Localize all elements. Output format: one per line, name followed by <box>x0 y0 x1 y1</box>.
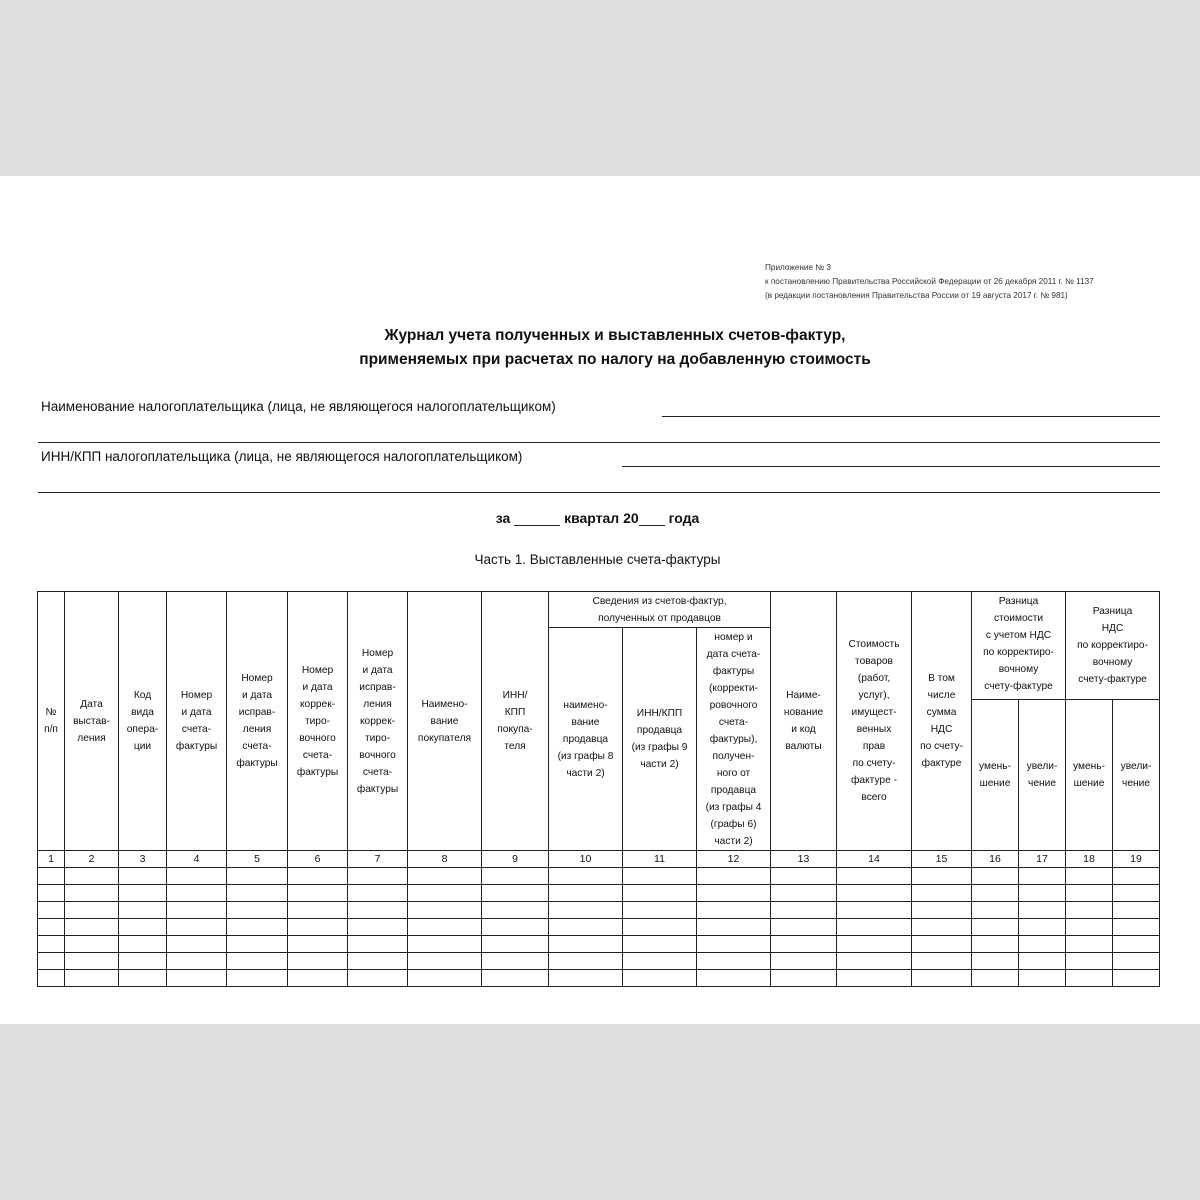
table-cell <box>38 902 65 919</box>
table-cell <box>697 885 771 902</box>
document-title <box>0 324 1200 372</box>
table-row <box>38 919 1160 936</box>
table-cell <box>1066 919 1113 936</box>
column-number: 19 <box>1113 851 1160 868</box>
col-header-vat-amount: В том числе сумма НДС по счету- фактуре <box>912 592 972 851</box>
appendix-line: (в редакции постановления Правительства России от 19 августа 2017 г. № 981) <box>765 291 1068 300</box>
table-cell <box>912 953 972 970</box>
table-cell <box>623 868 697 885</box>
table-cell <box>227 885 288 902</box>
table-cell <box>912 936 972 953</box>
column-number: 10 <box>549 851 623 868</box>
column-number: 13 <box>771 851 837 868</box>
table-cell <box>408 936 482 953</box>
col-header-operation-code: Код вида опера- ции <box>119 592 167 851</box>
table-cell <box>167 953 227 970</box>
col-header-adjustment-correction: Номер и дата исправ- ления коррек- тиро- вочного счета- фактуры <box>348 592 408 851</box>
table-cell <box>972 885 1019 902</box>
table-cell <box>837 953 912 970</box>
appendix-note <box>765 261 1094 303</box>
col-header-seller-invoice: номер и дата счета- фактуры (корректи- ровочного счета- фактуры), получен- ного от продавца (из графы 4 (графы 6) части 2) <box>697 628 771 851</box>
table-cell <box>167 885 227 902</box>
table-cell <box>972 953 1019 970</box>
taxpayer-inn-label: ИНН/КПП налогоплательщика (лица, не являющегося налогоплательщиком) <box>41 449 523 464</box>
table-cell <box>549 953 623 970</box>
table-cell <box>65 868 119 885</box>
table-cell <box>972 970 1019 987</box>
col-group-seller-info: Сведения из счетов-фактур, полученных от продавцов <box>549 592 771 628</box>
invoice-journal-table <box>37 591 1160 987</box>
table-cell <box>1019 885 1066 902</box>
table-cell <box>227 902 288 919</box>
col-header-seller-inn: ИНН/КПП продавца (из графы 9 части 2) <box>623 628 697 851</box>
table-cell <box>348 970 408 987</box>
column-number: 9 <box>482 851 549 868</box>
table-row <box>38 970 1160 987</box>
table-cell <box>38 885 65 902</box>
table-cell <box>1019 953 1066 970</box>
column-number: 12 <box>697 851 771 868</box>
table-cell <box>482 970 549 987</box>
table-cell <box>167 970 227 987</box>
table-cell <box>348 902 408 919</box>
part-title: Часть 1. Выставленные счета-фактуры <box>474 552 721 567</box>
table-cell <box>348 919 408 936</box>
table-cell <box>771 970 837 987</box>
table-cell <box>1066 885 1113 902</box>
table-cell <box>697 919 771 936</box>
table-cell <box>1066 902 1113 919</box>
table-cell <box>65 919 119 936</box>
col-header-vat-decrease: умень- шение <box>1066 699 1113 850</box>
table-cell <box>1113 885 1160 902</box>
table-cell <box>348 868 408 885</box>
table-cell <box>348 953 408 970</box>
table-cell <box>972 902 1019 919</box>
table-cell <box>38 953 65 970</box>
table-cell <box>65 970 119 987</box>
table-cell <box>623 970 697 987</box>
table-cell <box>1066 970 1113 987</box>
table-row <box>38 936 1160 953</box>
table-cell <box>1019 936 1066 953</box>
table-cell <box>227 970 288 987</box>
table-cell <box>771 919 837 936</box>
table-cell <box>65 885 119 902</box>
table-cell <box>771 885 837 902</box>
table-cell <box>623 953 697 970</box>
column-number: 2 <box>65 851 119 868</box>
column-number: 5 <box>227 851 288 868</box>
table-cell <box>65 936 119 953</box>
table-cell <box>119 885 167 902</box>
document-sheet <box>0 176 1200 1024</box>
table-cell <box>482 902 549 919</box>
table-cell <box>912 902 972 919</box>
table-cell <box>408 868 482 885</box>
col-group-cost-difference: Разница стоимости с учетом НДС по корректиро- вочному счету-фактуре <box>972 592 1066 700</box>
table-cell <box>288 919 348 936</box>
column-number: 1 <box>38 851 65 868</box>
table-cell <box>167 919 227 936</box>
col-header-buyer-inn: ИНН/ КПП покупа- теля <box>482 592 549 851</box>
table-cell <box>65 953 119 970</box>
table-cell <box>482 868 549 885</box>
period-prefix: за <box>495 510 511 526</box>
table-cell <box>1113 970 1160 987</box>
table-row <box>38 868 1160 885</box>
table-cell <box>119 902 167 919</box>
table-cell <box>482 936 549 953</box>
table-cell <box>227 919 288 936</box>
table-cell <box>348 885 408 902</box>
taxpayer-name-label: Наименование налогоплательщика (лица, не являющегося налогоплательщиком) <box>41 399 556 414</box>
col-header-cost-increase: увели- чение <box>1019 699 1066 850</box>
table-cell <box>119 868 167 885</box>
table-cell <box>408 919 482 936</box>
table-row <box>38 885 1160 902</box>
table-cell <box>549 868 623 885</box>
table-cell <box>623 885 697 902</box>
appendix-line: к постановлению Правительства Российской Федерации от 26 декабря 2011 г. № 1137 <box>765 277 1094 286</box>
table-row <box>38 953 1160 970</box>
table-cell <box>348 936 408 953</box>
year-blank <box>639 511 665 526</box>
table-cell <box>1066 868 1113 885</box>
column-number: 11 <box>623 851 697 868</box>
table-cell <box>1019 902 1066 919</box>
col-header-adjustment-number: Номер и дата коррек- тиро- вочного счета- фактуры <box>288 592 348 851</box>
col-header-seller-name: наимено- вание продавца (из графы 8 части 2) <box>549 628 623 851</box>
table-cell <box>1066 936 1113 953</box>
col-header-issue-date: Дата выстав- ления <box>65 592 119 851</box>
title-line: Журнал учета полученных и выставленных счетов-фактур, <box>384 327 846 344</box>
table-cell <box>119 953 167 970</box>
table-cell <box>972 868 1019 885</box>
appendix-line: Приложение № 3 <box>765 263 831 272</box>
table-cell <box>288 868 348 885</box>
table-cell <box>1113 936 1160 953</box>
col-header-row-number: № п/п <box>38 592 65 851</box>
table-cell <box>227 953 288 970</box>
col-header-correction-number: Номер и дата исправ- ления счета- фактуры <box>227 592 288 851</box>
table-cell <box>837 868 912 885</box>
table-cell <box>549 885 623 902</box>
col-header-cost-decrease: умень- шение <box>972 699 1019 850</box>
table-row <box>38 902 1160 919</box>
column-number: 18 <box>1066 851 1113 868</box>
table-cell <box>623 936 697 953</box>
table-cell <box>38 919 65 936</box>
column-number-row <box>38 851 1160 868</box>
table-cell <box>549 936 623 953</box>
table-cell <box>1019 868 1066 885</box>
column-number: 7 <box>348 851 408 868</box>
table-cell <box>623 902 697 919</box>
table-cell <box>38 936 65 953</box>
table-cell <box>837 902 912 919</box>
table-cell <box>65 902 119 919</box>
table-cell <box>482 919 549 936</box>
table-cell <box>1113 868 1160 885</box>
col-header-invoice-number: Номер и дата счета- фактуры <box>167 592 227 851</box>
table-cell <box>167 868 227 885</box>
table-cell <box>912 868 972 885</box>
table-cell <box>697 902 771 919</box>
table-cell <box>227 868 288 885</box>
table-cell <box>119 919 167 936</box>
taxpayer-name-line <box>662 416 1160 417</box>
table-cell <box>408 953 482 970</box>
table-cell <box>837 936 912 953</box>
table-cell <box>771 902 837 919</box>
col-header-total-cost: Стоимость товаров (работ, услуг), имущест- венных прав по счету- фактуре - всего <box>837 592 912 851</box>
table-cell <box>408 902 482 919</box>
period-quarter: квартал 20 <box>564 510 639 526</box>
quarter-blank <box>514 511 560 526</box>
table-cell <box>482 953 549 970</box>
table-cell <box>288 953 348 970</box>
period-suffix: года <box>668 510 700 526</box>
column-number: 8 <box>408 851 482 868</box>
table-cell <box>288 902 348 919</box>
table-cell <box>1066 953 1113 970</box>
table-cell <box>697 936 771 953</box>
table-cell <box>482 885 549 902</box>
table-cell <box>1019 919 1066 936</box>
table-cell <box>119 970 167 987</box>
column-number: 16 <box>972 851 1019 868</box>
table-cell <box>972 936 1019 953</box>
table-cell <box>227 936 288 953</box>
table-cell <box>288 885 348 902</box>
col-header-currency: Наиме- нование и код валюты <box>771 592 837 851</box>
report-period <box>0 510 1195 526</box>
table-cell <box>912 970 972 987</box>
table-cell <box>912 885 972 902</box>
table-cell <box>38 868 65 885</box>
col-header-buyer-name: Наимено- вание покупателя <box>408 592 482 851</box>
table-cell <box>771 936 837 953</box>
col-group-vat-difference: Разница НДС по корректиро- вочному счету-фактуре <box>1066 592 1160 700</box>
table-cell <box>697 953 771 970</box>
table-cell <box>1019 970 1066 987</box>
table-cell <box>549 919 623 936</box>
table-cell <box>119 936 167 953</box>
table-cell <box>549 902 623 919</box>
table-cell <box>408 970 482 987</box>
taxpayer-inn-line <box>622 466 1160 467</box>
table-cell <box>408 885 482 902</box>
table-cell <box>837 885 912 902</box>
column-number: 3 <box>119 851 167 868</box>
taxpayer-inn-line-2 <box>38 492 1160 493</box>
column-number: 6 <box>288 851 348 868</box>
table-cell <box>549 970 623 987</box>
table-cell <box>837 970 912 987</box>
table-cell <box>697 970 771 987</box>
table-cell <box>167 936 227 953</box>
col-header-vat-increase: увели- чение <box>1113 699 1160 850</box>
table-cell <box>623 919 697 936</box>
column-number: 17 <box>1019 851 1066 868</box>
taxpayer-name-line-2 <box>38 442 1160 443</box>
table-cell <box>1113 902 1160 919</box>
table-cell <box>972 919 1019 936</box>
table-cell <box>1113 953 1160 970</box>
table-cell <box>837 919 912 936</box>
table-cell <box>771 868 837 885</box>
table-cell <box>912 919 972 936</box>
table-cell <box>771 953 837 970</box>
table-cell <box>167 902 227 919</box>
table-cell <box>38 970 65 987</box>
table-cell <box>288 936 348 953</box>
table-cell <box>288 970 348 987</box>
column-number: 4 <box>167 851 227 868</box>
column-number: 14 <box>837 851 912 868</box>
table-cell <box>1113 919 1160 936</box>
title-line: применяемых при расчетах по налогу на добавленную стоимость <box>359 351 871 368</box>
column-number: 15 <box>912 851 972 868</box>
table-cell <box>697 868 771 885</box>
